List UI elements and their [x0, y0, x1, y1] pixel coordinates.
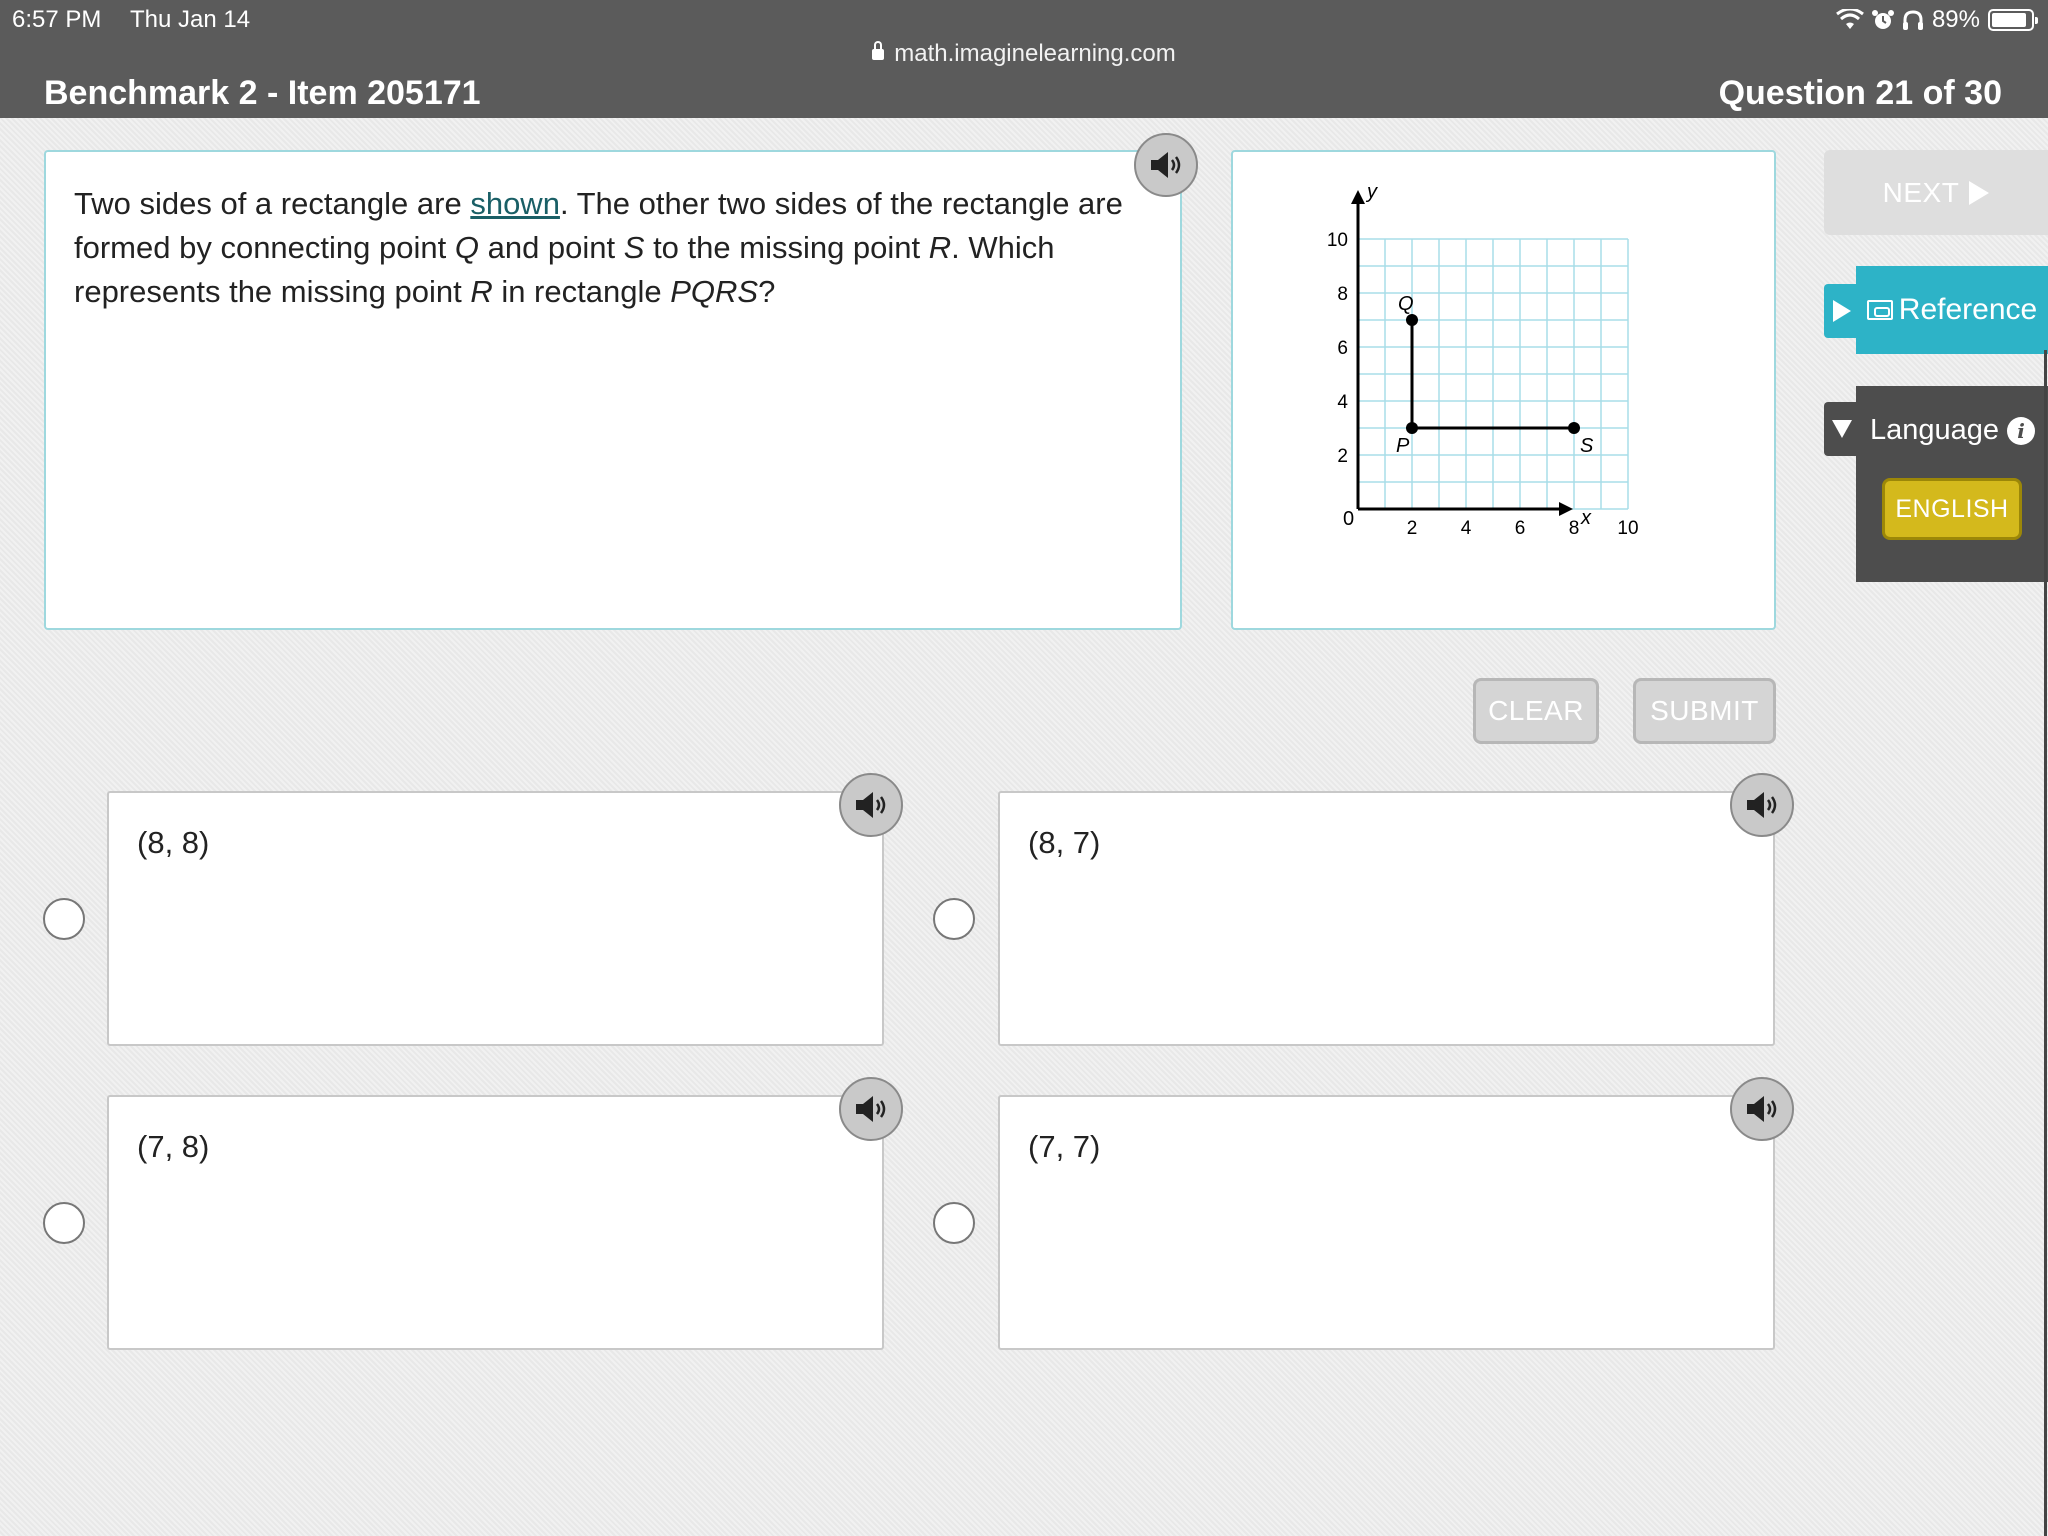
graph-grid: [1358, 239, 1628, 509]
reference-toggle[interactable]: [1824, 284, 1858, 338]
y-tick-label: 10: [1326, 230, 1348, 251]
clear-button[interactable]: CLEAR: [1473, 678, 1599, 744]
question-text: Two sides of a rectangle are shown. The other two sides of the rectangle are formed by connecting point Q and point S to the missing point R. Which represents the missing point R in rectangle PQRS?: [74, 186, 1123, 309]
point-label-p: P: [1396, 435, 1410, 457]
wifi-icon: [1836, 9, 1864, 31]
language-heading: [1870, 414, 2035, 447]
status-icons: [1836, 6, 2034, 34]
x-axis-label: x: [1581, 507, 1591, 529]
answer-radio-d[interactable]: [933, 1202, 975, 1244]
point-label-q: Q: [1398, 293, 1414, 315]
x-tick-label: 10: [1617, 518, 1639, 539]
next-label: NEXT: [1882, 176, 1960, 208]
answer-a-audio-button[interactable]: [839, 773, 903, 837]
reference-button[interactable]: [1856, 266, 2048, 354]
y-axis-label: y: [1367, 181, 1377, 203]
y-tick-label: 2: [1337, 446, 1348, 467]
headphones-icon: [1902, 9, 1924, 31]
x-tick-label: 2: [1406, 518, 1418, 539]
speaker-icon: [1745, 1094, 1779, 1124]
battery-icon: [1988, 9, 2034, 31]
language-panel: [1856, 386, 2048, 582]
status-time: 6:57 PM: [12, 6, 102, 33]
lock-icon: [872, 49, 884, 60]
answer-option-a[interactable]: [107, 791, 884, 1046]
calculator-icon: [1867, 300, 1893, 320]
origin-label: 0: [1343, 508, 1355, 530]
answer-label: (7, 8): [137, 1129, 210, 1164]
x-tick-label: 4: [1460, 518, 1472, 539]
y-axis-arrow: [1351, 190, 1365, 204]
point-p: [1406, 422, 1418, 434]
answer-radio-a[interactable]: [43, 898, 85, 940]
x-axis-arrow: [1559, 502, 1573, 516]
graph-points: [1396, 293, 1594, 457]
question-counter: Question 21 of 30: [1718, 74, 2002, 112]
battery-percent: 89%: [1931, 6, 1980, 33]
answer-radio-b[interactable]: [933, 898, 975, 940]
question-panel: [44, 150, 1182, 630]
shown-link[interactable]: shown: [470, 186, 560, 221]
answer-d-audio-button[interactable]: [1730, 1077, 1794, 1141]
answer-option-d[interactable]: [998, 1095, 1775, 1350]
answer-option-b[interactable]: [998, 791, 1775, 1046]
alarm-icon: [1872, 9, 1894, 31]
y-tick-label: 6: [1337, 338, 1348, 359]
coordinate-graph: [1233, 152, 1778, 632]
answer-label: (8, 8): [137, 825, 210, 860]
point-s: [1568, 422, 1580, 434]
speaker-icon: [854, 1094, 888, 1124]
play-icon: [1969, 181, 1989, 205]
speaker-icon: [1149, 150, 1183, 180]
url-text: math.imaginelearning.com: [894, 40, 1176, 67]
collapse-arrow-icon: [1832, 420, 1852, 438]
graph-panel: [1231, 150, 1776, 630]
x-tick-label: 6: [1514, 518, 1526, 539]
status-date: Thu Jan 14: [130, 6, 251, 33]
info-icon[interactable]: i: [2007, 417, 2035, 445]
reference-label: Reference: [1898, 293, 2038, 326]
answer-option-c[interactable]: [107, 1095, 884, 1350]
x-tick-label: 8: [1568, 518, 1580, 539]
graph-axes: [1343, 181, 1592, 530]
english-language-button[interactable]: ENGLISH: [1882, 478, 2022, 540]
submit-button[interactable]: SUBMIT: [1633, 678, 1776, 744]
language-toggle[interactable]: [1824, 402, 1858, 456]
url-bar[interactable]: [0, 40, 2048, 68]
point-q: [1406, 314, 1418, 326]
speaker-icon: [854, 790, 888, 820]
page-title: Benchmark 2 - Item 205171: [44, 74, 481, 112]
answer-label: (8, 7): [1028, 825, 1101, 860]
y-tick-label: 4: [1337, 392, 1348, 413]
expand-arrow-icon: [1833, 300, 1851, 322]
graph-ticks: [1327, 230, 1639, 539]
top-bar: [0, 0, 2048, 118]
next-button[interactable]: [1824, 150, 2048, 235]
speaker-icon: [1745, 790, 1779, 820]
language-label: Language: [1870, 414, 2000, 446]
y-tick-label: 8: [1337, 284, 1348, 305]
answer-c-audio-button[interactable]: [839, 1077, 903, 1141]
answer-radio-c[interactable]: [43, 1202, 85, 1244]
point-label-s: S: [1580, 435, 1594, 457]
question-audio-button[interactable]: [1134, 133, 1198, 197]
answer-b-audio-button[interactable]: [1730, 773, 1794, 837]
scrollbar[interactable]: [2044, 350, 2047, 1536]
answer-label: (7, 7): [1028, 1129, 1101, 1164]
